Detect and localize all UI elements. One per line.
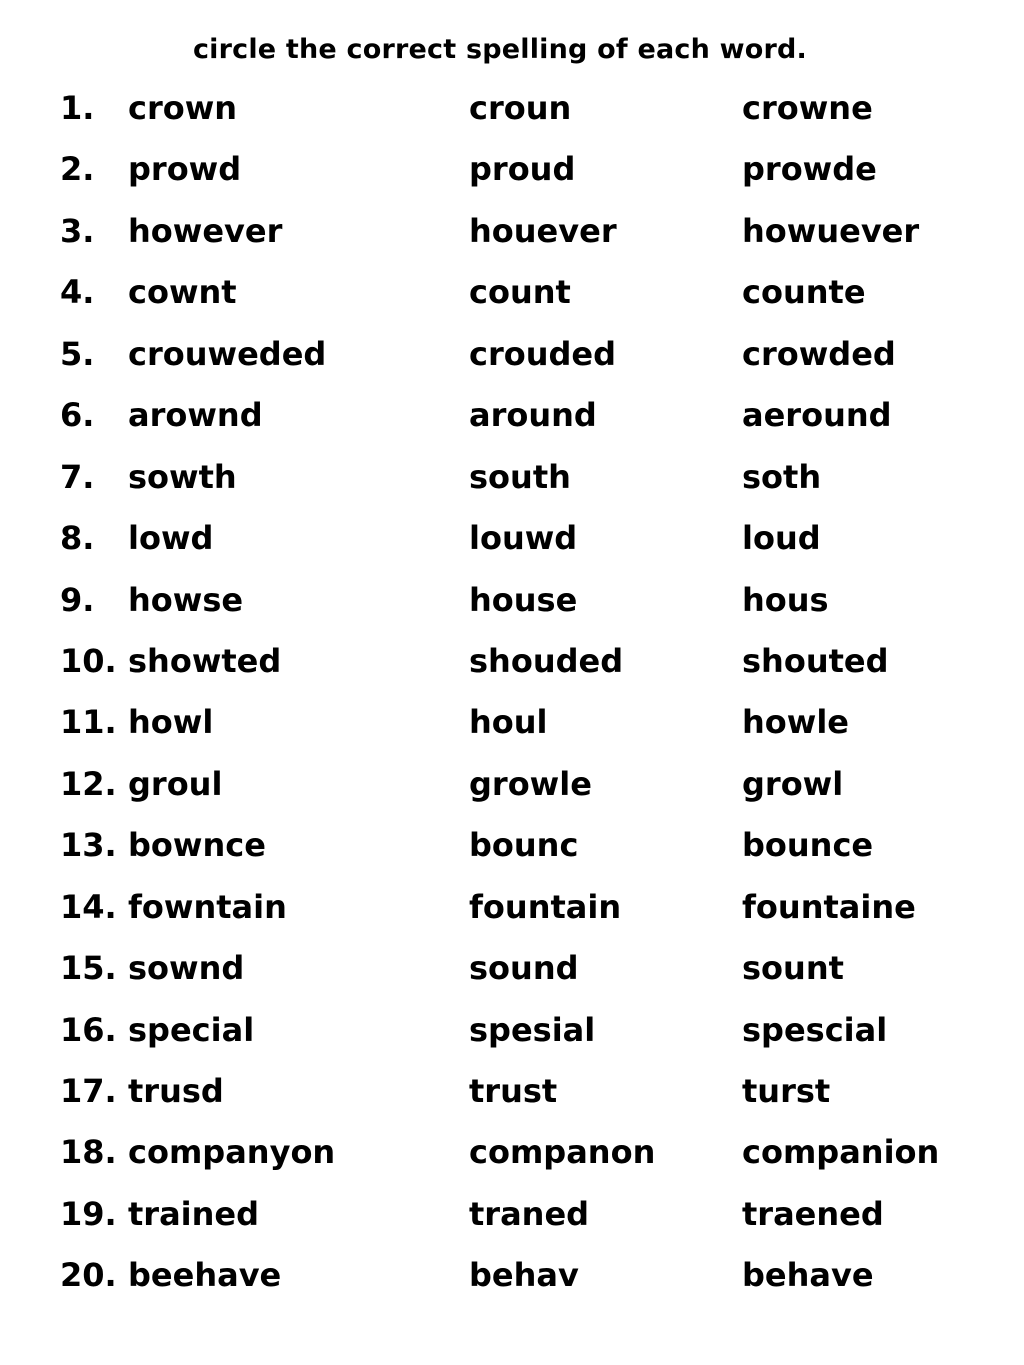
question-number: 14. (60, 887, 117, 926)
spelling-choice[interactable]: crown (128, 89, 238, 127)
question-row (0, 86, 1024, 147)
spelling-choice[interactable]: sount (742, 949, 844, 988)
question-number: 5. (60, 334, 95, 373)
spelling-choice[interactable]: companon (469, 1133, 656, 1172)
question-number: 15. (60, 949, 117, 988)
spelling-choice[interactable]: groul (128, 764, 223, 803)
spelling-choice[interactable]: soth (742, 457, 822, 496)
spelling-choice[interactable]: spesial (469, 1010, 596, 1049)
spelling-choice[interactable]: companyon (128, 1133, 336, 1172)
question-number: 17. (60, 1072, 117, 1110)
spelling-choice[interactable]: loud (742, 519, 821, 558)
spelling-choice[interactable]: sound (469, 949, 579, 988)
spelling-choice[interactable]: beehave (128, 1256, 282, 1295)
spelling-choice[interactable]: turst (742, 1072, 831, 1110)
question-row (0, 393, 1024, 454)
question-row (0, 1192, 1024, 1253)
question-row (0, 1008, 1024, 1069)
spelling-choice[interactable]: sownd (128, 949, 245, 988)
spelling-choice[interactable]: howse (128, 580, 244, 619)
question-row (0, 209, 1024, 270)
spelling-choice[interactable]: house (469, 580, 578, 619)
spelling-choice[interactable]: bownce (128, 826, 266, 865)
question-row (0, 885, 1024, 946)
spelling-choice[interactable]: houl (469, 703, 548, 742)
question-row (0, 332, 1024, 393)
spelling-choice[interactable]: howle (742, 703, 849, 742)
spelling-choice[interactable]: however (128, 211, 283, 250)
spelling-choice[interactable]: shouted (742, 641, 889, 680)
spelling-choice[interactable]: fowntain (128, 887, 287, 926)
question-row (0, 455, 1024, 516)
question-row (0, 700, 1024, 761)
spelling-choice[interactable]: south (469, 457, 571, 496)
question-number: 12. (60, 764, 117, 803)
spelling-choice[interactable]: crouded (469, 334, 617, 373)
spelling-choice[interactable]: spescial (742, 1010, 888, 1049)
question-row (0, 1069, 1024, 1130)
word-choice-list (0, 86, 1024, 1315)
spelling-choice[interactable]: behave (742, 1256, 874, 1295)
spelling-choice[interactable]: trained (128, 1194, 260, 1233)
question-number: 19. (60, 1194, 117, 1233)
spelling-choice[interactable]: trusd (128, 1072, 224, 1110)
spelling-choice[interactable]: prowd (128, 150, 242, 189)
spelling-choice[interactable]: shouded (469, 641, 624, 680)
spelling-choice[interactable]: houever (469, 211, 617, 250)
spelling-choice[interactable]: cownt (128, 273, 237, 312)
spelling-choice[interactable]: around (469, 396, 597, 435)
spelling-choice[interactable]: louwd (469, 519, 578, 558)
question-row (0, 1253, 1024, 1314)
question-row (0, 946, 1024, 1007)
spelling-choice[interactable]: growl (742, 764, 844, 803)
question-number: 2. (60, 150, 95, 189)
spelling-choice[interactable]: prowde (742, 150, 877, 189)
question-number: 18. (60, 1133, 117, 1172)
question-number: 6. (60, 396, 95, 435)
worksheet-instruction: circle the correct spelling of each word. (192, 34, 808, 65)
spelling-choice[interactable]: crowded (742, 334, 896, 373)
spelling-choice[interactable]: bounce (742, 826, 874, 865)
spelling-choice[interactable]: companion (742, 1133, 940, 1172)
spelling-choice[interactable]: howuever (742, 211, 920, 250)
question-row (0, 639, 1024, 700)
spelling-choice[interactable]: counte (742, 273, 866, 312)
spelling-choice[interactable]: count (469, 273, 571, 312)
spelling-choice[interactable]: fountain (469, 887, 622, 926)
question-row (0, 1130, 1024, 1191)
spelling-choice[interactable]: traened (742, 1194, 884, 1233)
question-number: 20. (60, 1256, 117, 1295)
question-number: 3. (60, 211, 95, 250)
question-number: 9. (60, 580, 95, 619)
question-row (0, 516, 1024, 577)
spelling-choice[interactable]: crowne (742, 89, 873, 127)
question-number: 7. (60, 457, 95, 496)
question-row (0, 823, 1024, 884)
question-row (0, 578, 1024, 639)
spelling-choice[interactable]: trust (469, 1072, 558, 1110)
spelling-choice[interactable]: proud (469, 150, 576, 189)
question-number: 16. (60, 1010, 117, 1049)
question-row (0, 147, 1024, 208)
spelling-choice[interactable]: showted (128, 641, 282, 680)
question-number: 13. (60, 826, 117, 865)
question-number: 4. (60, 273, 95, 312)
spelling-choice[interactable]: howl (128, 703, 214, 742)
spelling-choice[interactable]: arownd (128, 396, 263, 435)
spelling-choice[interactable]: crouweded (128, 334, 327, 373)
question-number: 10. (60, 641, 117, 680)
spelling-choice[interactable]: croun (469, 89, 572, 127)
spelling-choice[interactable]: special (128, 1010, 255, 1049)
spelling-choice[interactable]: growle (469, 764, 592, 803)
question-number: 11. (60, 703, 117, 742)
spelling-choice[interactable]: hous (742, 580, 829, 619)
spelling-choice[interactable]: fountaine (742, 887, 916, 926)
question-row (0, 270, 1024, 331)
question-number: 8. (60, 519, 95, 558)
question-row (0, 762, 1024, 823)
spelling-choice[interactable]: bounc (469, 826, 579, 865)
question-number: 1. (60, 89, 95, 127)
spelling-choice[interactable]: traned (469, 1194, 590, 1233)
spelling-choice[interactable]: behav (469, 1256, 579, 1295)
spelling-choice[interactable]: aeround (742, 396, 892, 435)
spelling-choice[interactable]: lowd (128, 519, 214, 558)
spelling-choice[interactable]: sowth (128, 457, 237, 496)
